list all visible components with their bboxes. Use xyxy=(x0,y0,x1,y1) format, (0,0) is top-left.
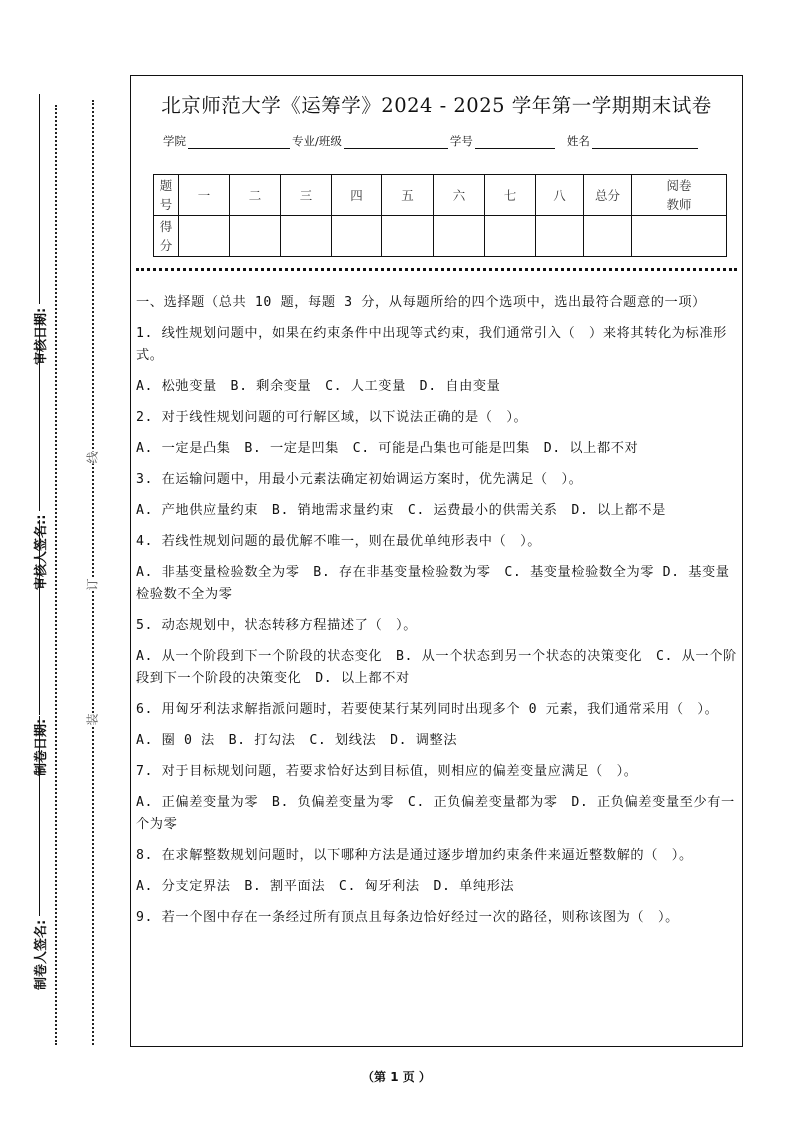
question-number: 4. xyxy=(136,534,154,549)
score-cell-2[interactable] xyxy=(230,216,281,257)
name-label: 姓名 xyxy=(566,134,590,148)
score-table-header-row xyxy=(154,175,727,216)
question-number: 7. xyxy=(136,764,154,779)
student-id-field[interactable] xyxy=(475,136,555,149)
question-stem: 用匈牙利法求解指派问题时，若要使某行某列同时出现多个 0 元素，我们通常采用（ ）。 xyxy=(161,702,719,717)
question-4 xyxy=(136,531,738,553)
col-header-7: 七 xyxy=(485,175,536,216)
reviewer-date-line[interactable] xyxy=(39,94,40,304)
question-number: 9. xyxy=(136,910,154,925)
score-cell-7[interactable] xyxy=(485,216,536,257)
col-header-2: 二 xyxy=(230,175,281,216)
question-8-options: A. 分支定界法 B. 割平面法 C. 匈牙利法 D. 单纯形法 xyxy=(136,879,515,894)
question-8 xyxy=(136,845,738,867)
score-cell-6[interactable] xyxy=(434,216,485,257)
major-class-field[interactable] xyxy=(344,136,448,149)
row-header-char: 号 xyxy=(159,197,173,212)
reviewer-date-text: 审核日期: xyxy=(34,307,49,365)
bind-char-staple: 订 xyxy=(83,578,102,590)
col-header-6: 六 xyxy=(434,175,485,216)
score-cell-grader[interactable] xyxy=(632,216,727,257)
question-number: 2. xyxy=(136,410,154,425)
question-number: 1. xyxy=(136,326,154,341)
question-1-options: A. 松弛变量 B. 剩余变量 C. 人工变量 D. 自由变量 xyxy=(136,379,501,394)
question-stem: 动态规划中，状态转移方程描述了（ ）。 xyxy=(161,618,418,633)
maker-signature-line[interactable] xyxy=(39,716,40,916)
question-2 xyxy=(136,407,738,429)
score-table-score-row xyxy=(154,216,727,257)
question-stem: 线性规划问题中，如果在约束条件中出现等式约束，我们通常引入（ ）来将其转化为标准形式。 xyxy=(136,326,727,363)
row-header-char: 题 xyxy=(159,178,173,193)
question-7-options: A. 正偏差变量为零 B. 负偏差变量为零 C. 正负偏差变量都为零 D. 正负偏差变量至少有一个为零 xyxy=(136,795,735,832)
col-header-total: 总分 xyxy=(584,175,632,216)
question-7 xyxy=(136,761,738,783)
grader-header-line: 教师 xyxy=(666,197,692,212)
question-5-options: A. 从一个阶段到下一个阶段的状态变化 B. 从一个状态到另一个状态的决策变化 C. 从一个阶段到下一个阶段的决策变化 D. 以上都不对 xyxy=(136,649,737,686)
score-cell-4[interactable] xyxy=(332,216,382,257)
name-field[interactable] xyxy=(592,136,698,149)
dotted-separator xyxy=(136,268,737,271)
binding-dotted-line-outer xyxy=(55,105,57,1045)
question-5 xyxy=(136,615,738,637)
maker-date-text: 制卷日期: xyxy=(34,718,49,776)
section-heading: 一、选择题（总共 10 题，每题 3 分，从每题所给的四个选项中，选出最符合题意的一项） xyxy=(136,295,706,310)
question-3-options: A. 产地供应量约束 B. 销地需求量约束 C. 运费最小的供需关系 D. 以上都不是 xyxy=(136,503,666,518)
question-1 xyxy=(136,323,738,367)
score-cell-total[interactable] xyxy=(584,216,632,257)
score-cell-3[interactable] xyxy=(281,216,332,257)
student-info-row xyxy=(163,133,698,149)
binding-dotted-line-inner xyxy=(92,100,94,1045)
col-header-3: 三 xyxy=(281,175,332,216)
maker-date-line[interactable] xyxy=(39,520,40,715)
question-number: 3. xyxy=(136,472,154,487)
question-section xyxy=(136,292,738,938)
maker-signature-text: 制卷人签名: xyxy=(34,919,49,990)
score-cell-5[interactable] xyxy=(382,216,434,257)
exam-title: 北京师范大学《运筹学》2024 - 2025 学年第一学期期末试卷 xyxy=(161,94,712,117)
row-header-score xyxy=(154,216,179,257)
page-number: （第 1 页 ） xyxy=(362,1070,431,1084)
college-field[interactable] xyxy=(188,136,290,149)
question-6 xyxy=(136,699,738,721)
question-6-options: A. 圈 0 法 B. 打勾法 C. 划线法 D. 调整法 xyxy=(136,733,458,748)
row-header-question-no xyxy=(154,175,179,216)
score-table xyxy=(153,174,727,257)
col-header-4: 四 xyxy=(332,175,382,216)
question-stem: 若线性规划问题的最优解不唯一，则在最优单纯形表中（ ）。 xyxy=(161,534,542,549)
row-header-char: 分 xyxy=(159,238,173,253)
question-stem: 若一个图中存在一条经过所有顶点且每条边恰好经过一次的路径，则称该图为（ ）。 xyxy=(161,910,679,925)
question-stem: 在运输问题中，用最小元素法确定初始调运方案时，优先满足（ ）。 xyxy=(161,472,583,487)
question-2-options: A. 一定是凸集 B. 一定是凹集 C. 可能是凸集也可能是凹集 D. 以上都不对 xyxy=(136,441,639,456)
score-cell-1[interactable] xyxy=(179,216,230,257)
question-number: 8. xyxy=(136,848,154,863)
question-number: 6. xyxy=(136,702,154,717)
col-header-8: 八 xyxy=(536,175,584,216)
exam-frame xyxy=(130,75,743,1047)
bind-char-bind: 装 xyxy=(83,713,102,725)
major-class-label: 专业/班级 xyxy=(292,134,342,148)
score-cell-8[interactable] xyxy=(536,216,584,257)
bind-char-line: 线 xyxy=(83,451,102,463)
reviewer-signature-text: 审核人签名:: xyxy=(34,514,49,590)
question-3 xyxy=(136,469,738,491)
question-4-options: A. 非基变量检验数全为零 B. 存在非基变量检验数为零 C. 基变量检验数全为零 D. 基变量检验数不全为零 xyxy=(136,565,730,602)
col-header-grader xyxy=(632,175,727,216)
grader-header-line: 阅卷 xyxy=(666,178,692,193)
college-label: 学院 xyxy=(163,134,186,148)
question-9 xyxy=(136,907,738,929)
row-header-char: 得 xyxy=(159,219,173,234)
question-stem: 对于目标规划问题，若要求恰好达到目标值，则相应的偏差变量应满足（ ）。 xyxy=(161,764,638,779)
reviewer-signature-line[interactable] xyxy=(39,316,40,511)
col-header-5: 五 xyxy=(382,175,434,216)
question-stem: 对于线性规划问题的可行解区域，以下说法正确的是（ ）。 xyxy=(161,410,528,425)
student-id-label: 学号 xyxy=(449,134,473,148)
col-header-1: 一 xyxy=(179,175,230,216)
question-stem: 在求解整数规划问题时，以下哪种方法是通过逐步增加约束条件来逼近整数解的（ ）。 xyxy=(161,848,693,863)
question-number: 5. xyxy=(136,618,154,633)
maker-signature-label xyxy=(30,716,49,990)
